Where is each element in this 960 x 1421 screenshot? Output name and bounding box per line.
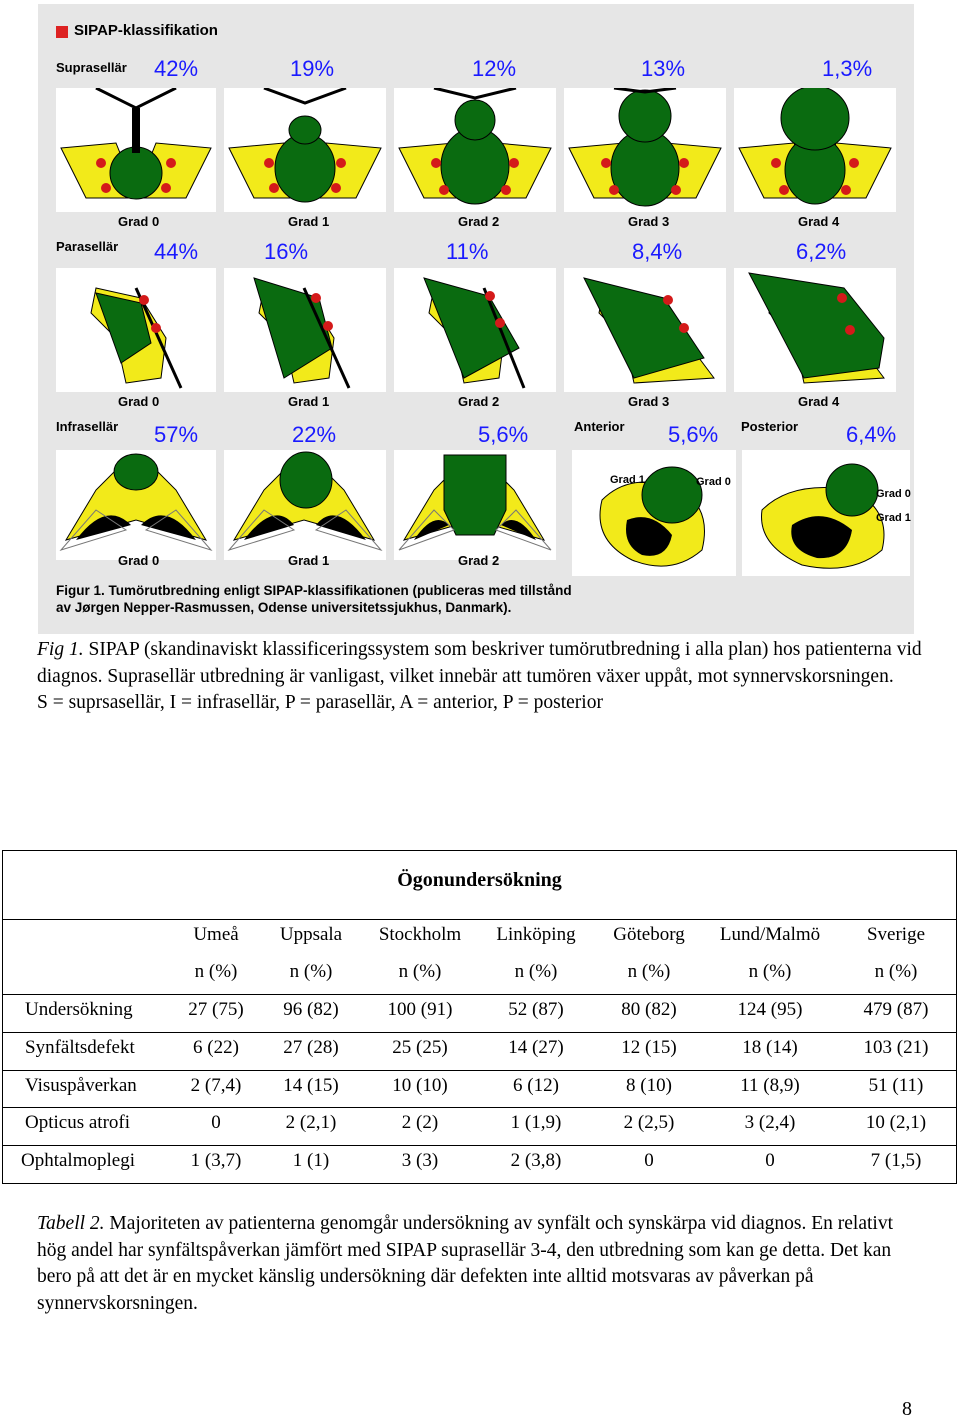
table-cell: 52 (87) bbox=[508, 999, 564, 1020]
grade-supra-4: Grad 4 bbox=[798, 214, 840, 229]
figure-caption-legend: S = suprsasellär, I = infrasellär, P = parasellär, A = anterior, P = posterior bbox=[37, 692, 603, 713]
infra-grade-1-panel bbox=[224, 450, 386, 560]
table-cell: 96 (82) bbox=[283, 999, 339, 1020]
col-subheader: n (%) bbox=[514, 961, 558, 982]
pct-supra-1: 19% bbox=[290, 56, 335, 81]
table-divider bbox=[3, 919, 956, 920]
anterior-panel bbox=[572, 450, 736, 576]
table-cell: 479 (87) bbox=[863, 999, 929, 1020]
table-cell: 10 (2,1) bbox=[865, 1112, 927, 1133]
col-header-umea: Umeå bbox=[193, 924, 239, 945]
figure-inner-caption bbox=[56, 582, 576, 616]
grade-supra-1: Grad 1 bbox=[288, 214, 330, 229]
grade-supra-0: Grad 0 bbox=[118, 214, 160, 229]
table-caption-label: Tabell 2. bbox=[37, 1213, 105, 1234]
pct-posterior: 6,4% bbox=[846, 422, 897, 447]
figure-inner-caption-text: Tumörutbredning enligt SIPAP-klassifikationen (publiceras med tillstånd av Jørgen Nepper-Rasmussen, Odense universitetssjukhus, Danmark). bbox=[56, 583, 572, 615]
pct-infra-1: 22% bbox=[292, 422, 337, 447]
table-cell: 0 bbox=[765, 1150, 775, 1171]
table-cell: 27 (28) bbox=[283, 1037, 339, 1058]
figure-title: SIPAP-klassifikation bbox=[74, 22, 218, 39]
row-label-anterior: Anterior bbox=[574, 419, 625, 434]
supra-grade-2-panel bbox=[394, 88, 556, 212]
grade-infra-2: Grad 2 bbox=[458, 553, 500, 568]
table-cell: 18 (14) bbox=[742, 1037, 798, 1058]
table-cell: 14 (27) bbox=[508, 1037, 564, 1058]
pct-para-2: 11% bbox=[446, 239, 489, 264]
col-header-goteborg: Göteborg bbox=[613, 924, 685, 945]
table-row-divider bbox=[3, 1145, 956, 1146]
pct-supra-3: 13% bbox=[641, 56, 686, 81]
grade-supra-2: Grad 2 bbox=[458, 214, 500, 229]
pct-para-0: 44% bbox=[154, 239, 199, 264]
grade-infra-1: Grad 1 bbox=[288, 553, 330, 568]
title-marker bbox=[56, 26, 68, 38]
sipap-figure bbox=[38, 4, 914, 634]
grade-anterior-0: Grad 0 bbox=[696, 476, 731, 488]
supra-grade-4-panel bbox=[734, 88, 896, 212]
figure-caption-label: Fig 1. bbox=[37, 639, 84, 660]
table-cell: 3 (2,4) bbox=[744, 1112, 796, 1133]
table-cell: 2 (2) bbox=[401, 1112, 439, 1133]
grade-para-1: Grad 1 bbox=[288, 394, 330, 409]
table-cell: 2 (2,5) bbox=[623, 1112, 675, 1133]
grade-infra-0: Grad 0 bbox=[118, 553, 160, 568]
table-row-label: Synfältsdefekt bbox=[25, 1037, 135, 1058]
grade-para-0: Grad 0 bbox=[118, 394, 160, 409]
table-cell: 27 (75) bbox=[188, 999, 244, 1020]
pct-anterior: 5,6% bbox=[668, 422, 719, 447]
table-cell: 6 (12) bbox=[513, 1075, 559, 1096]
eye-exam-table bbox=[2, 850, 957, 1184]
grade-para-2: Grad 2 bbox=[458, 394, 500, 409]
col-header-linkoping: Linköping bbox=[496, 924, 576, 945]
table-cell: 1 (1,9) bbox=[510, 1112, 562, 1133]
col-subheader: n (%) bbox=[289, 961, 333, 982]
para-grade-1-panel bbox=[224, 268, 386, 392]
figure-inner-caption-label: Figur 1. bbox=[56, 583, 105, 598]
pct-para-4: 6,2% bbox=[796, 239, 847, 264]
table-cell: 2 (2,1) bbox=[285, 1112, 337, 1133]
table-row-divider bbox=[3, 1070, 956, 1071]
table-cell: 6 (22) bbox=[193, 1037, 239, 1058]
table-row-label: Ophtalmoplegi bbox=[21, 1150, 135, 1171]
table-row-divider bbox=[3, 994, 956, 995]
page-number: 8 bbox=[902, 1398, 912, 1420]
supra-grade-0-panel bbox=[56, 88, 216, 212]
grade-supra-3: Grad 3 bbox=[628, 214, 670, 229]
grade-posterior-0: Grad 0 bbox=[876, 488, 911, 500]
col-header-stockholm: Stockholm bbox=[378, 924, 462, 945]
table-caption bbox=[37, 1211, 917, 1317]
table-cell: 25 (25) bbox=[392, 1037, 448, 1058]
row-label-infrasellar: Infrasellär bbox=[56, 419, 119, 434]
table-cell: 7 (1,5) bbox=[870, 1150, 922, 1171]
supra-grade-3-panel bbox=[564, 88, 726, 212]
table-cell: 8 (10) bbox=[626, 1075, 672, 1096]
row-label-parasellar: Parasellär bbox=[56, 239, 119, 254]
para-grade-2-panel bbox=[394, 268, 556, 392]
table-caption-text: Majoriteten av patienterna genomgår undersökning av synfält och synskärpa vid diagnos. En relativt hög andel har synfältspåverkan jämfört med SIPAP suprasellär 3-4, den utbredning som kan ge detta. Det kan bero på att det är en mycket känslig undersökning där defekten inte alltid motsvaras av påverkan på synnervskorsningen. bbox=[37, 1213, 893, 1314]
table-cell: 0 bbox=[644, 1150, 654, 1171]
para-grade-4-panel bbox=[734, 268, 896, 392]
table-cell: 1 (3,7) bbox=[190, 1150, 242, 1171]
table-cell: 0 bbox=[211, 1112, 221, 1133]
pct-supra-2: 12% bbox=[472, 56, 517, 81]
table-cell: 51 (11) bbox=[868, 1075, 924, 1096]
table-cell: 100 (91) bbox=[387, 999, 453, 1020]
pct-supra-0: 42% bbox=[154, 56, 199, 81]
grade-posterior-1: Grad 1 bbox=[876, 512, 911, 524]
figure-caption-text: SIPAP (skandinaviskt klassificeringssystem som beskriver tumörutbredning i alla plan) hos patienterna vid diagnos. Suprasellär utbredning är vanligast, vilket innebär att tumören växer uppåt, mot synnervskorsningen. bbox=[37, 639, 922, 687]
col-subheader: n (%) bbox=[748, 961, 792, 982]
grade-anterior-1: Grad 1 bbox=[610, 474, 645, 486]
col-subheader: n (%) bbox=[398, 961, 442, 982]
figure-caption bbox=[37, 637, 927, 717]
table-row-label: Visuspåverkan bbox=[25, 1075, 137, 1096]
col-header-sverige: Sverige bbox=[866, 924, 926, 945]
infra-grade-0-panel bbox=[56, 450, 216, 560]
infra-grade-2-panel bbox=[394, 450, 556, 560]
table-row-divider bbox=[3, 1107, 956, 1108]
table-cell: 3 (3) bbox=[401, 1150, 439, 1171]
col-subheader: n (%) bbox=[194, 961, 238, 982]
row-label-posterior: Posterior bbox=[741, 419, 799, 434]
table-cell: 80 (82) bbox=[621, 999, 677, 1020]
table-cell: 10 (10) bbox=[392, 1075, 448, 1096]
grade-para-4: Grad 4 bbox=[798, 394, 840, 409]
table-cell: 1 (1) bbox=[292, 1150, 330, 1171]
pct-para-3: 8,4% bbox=[632, 239, 683, 264]
para-grade-3-panel bbox=[564, 268, 726, 392]
table-cell: 14 (15) bbox=[283, 1075, 339, 1096]
col-header-uppsala: Uppsala bbox=[279, 924, 343, 945]
table-cell: 2 (3,8) bbox=[510, 1150, 562, 1171]
col-subheader: n (%) bbox=[627, 961, 671, 982]
table-row-divider bbox=[3, 1032, 956, 1033]
pct-para-1: 16% bbox=[264, 239, 309, 264]
table-row-label: Undersökning bbox=[25, 999, 133, 1020]
table-cell: 12 (15) bbox=[621, 1037, 677, 1058]
table-title: Ögonundersökning bbox=[397, 869, 562, 891]
table-cell: 11 (8,9) bbox=[740, 1075, 800, 1096]
pct-infra-0: 57% bbox=[154, 422, 199, 447]
col-header-lund-malmo: Lund/Malmö bbox=[719, 924, 821, 945]
pct-supra-4: 1,3% bbox=[822, 56, 873, 81]
para-grade-0-panel bbox=[56, 268, 216, 392]
pct-infra-2: 5,6% bbox=[478, 422, 529, 447]
table-row-label: Opticus atrofi bbox=[25, 1112, 131, 1133]
col-subheader: n (%) bbox=[874, 961, 918, 982]
table-cell: 124 (95) bbox=[737, 999, 803, 1020]
row-label-suprasellar: Suprasellär bbox=[56, 60, 127, 75]
grade-para-3: Grad 3 bbox=[628, 394, 670, 409]
table-cell: 103 (21) bbox=[863, 1037, 929, 1058]
table-cell: 2 (7,4) bbox=[190, 1075, 242, 1096]
supra-grade-1-panel bbox=[224, 88, 386, 212]
